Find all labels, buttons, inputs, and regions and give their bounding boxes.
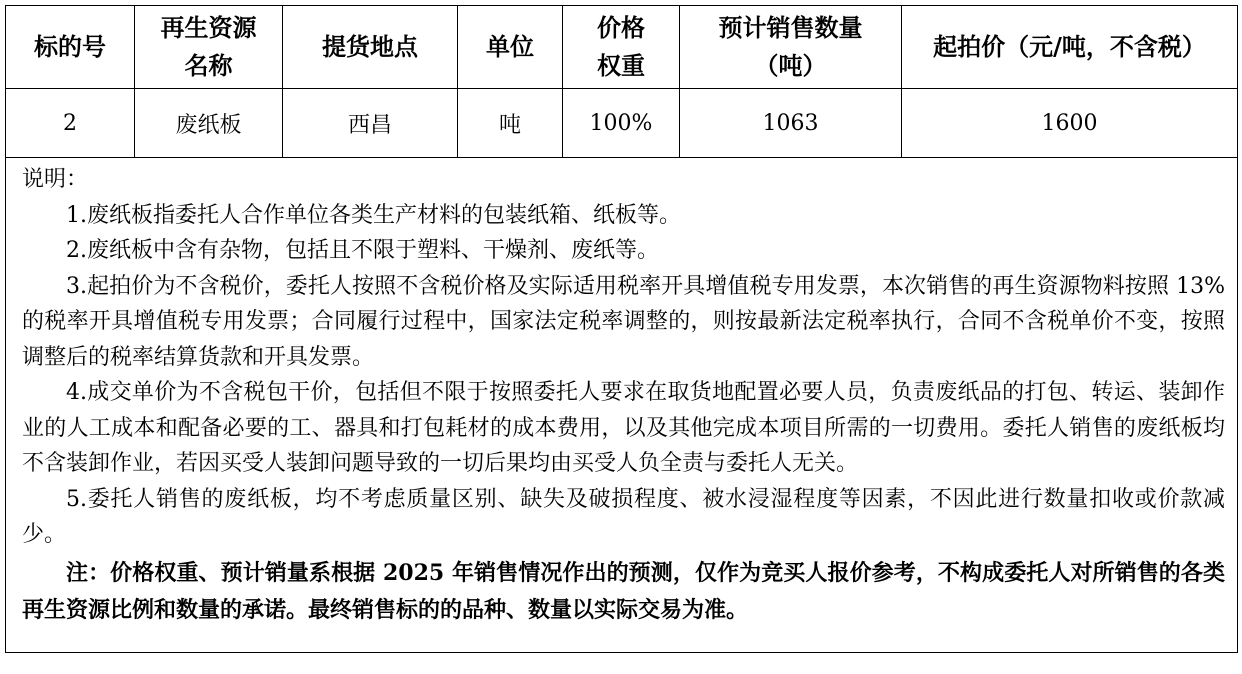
header-pickup-location: 提货地点 [283,6,458,89]
cell-unit: 吨 [458,89,563,158]
header-starting-price-text: 起拍价（元/吨，不含税） [933,32,1206,61]
header-lot-number: 标的号 [6,6,135,89]
table-row [6,89,1238,158]
cell-price-weight: 100% [563,89,680,158]
auction-table [5,5,1238,653]
note-item-1: 1.废纸板指委托人合作单位各类生产材料的包装纸箱、纸板等。 [66,202,681,228]
header-row [6,6,1238,89]
cell-resource-name: 废纸板 [135,89,283,158]
note-item-4: 4.成交单价为不含税包干价，包括但不限于按照委托人要求在取货地配置必要人员，负责废纸品的打包、转运、装卸作业的人工成本和配备必要的工、器具和打包耗材的成本费用，以及其他完成本项目所需的一切费用。委托人销售的废纸板均不含装卸作业，若因买受人装卸问题导致的一切后果均由买受人负全责与委托人无关。 [22,380,1225,476]
cell-lot-number: 2 [6,89,135,158]
cell-starting-price: 1600 [902,89,1238,158]
header-price-weight [563,6,680,89]
header-price-weight-text: 价格权重 [597,13,645,80]
header-resource-name-text: 再生资源名称 [160,13,257,80]
notes-section [22,162,1225,629]
final-note: 注：价格权重、预计销量系根据 2025 年销售情况作出的预测，仅作为竞买人报价参考，不构成委托人对所销售的各类再生资源比例和数量的承诺。最终销售标的的品种、数量以实际交易为准。 [22,559,1225,623]
header-estimated-quantity [680,6,902,89]
notes-cell [6,158,1238,653]
header-unit: 单位 [458,6,563,89]
cell-pickup-location: 西昌 [283,89,458,158]
cell-estimated-quantity: 1063 [680,89,902,158]
header-starting-price [902,6,1238,89]
header-estimated-quantity-text: 预计销售数量（吨） [718,13,863,80]
notes-row [6,158,1238,653]
note-item-5: 5.委托人销售的废纸板，均不考虑质量区别、缺失及破损程度、被水浸湿程度等因素，不因此进行数量扣收或价款减少。 [22,486,1225,547]
notes-label: 说明： [22,167,89,192]
note-item-3: 3.起拍价为不含税价，委托人按照不含税价格及实际适用税率开具增值税专用发票，本次销售的再生资源物料按照 13%的税率开具增值税专用发票；合同履行过程中，国家法定税率调整的，则按最新法定税率执行，合同不含税单价不变，按照调整后的税率结算货款和开具发票。 [22,273,1225,370]
header-resource-name [135,6,283,89]
note-item-2: 2.废纸板中含有杂物，包括且不限于塑料、干燥剂、废纸等。 [66,238,659,263]
